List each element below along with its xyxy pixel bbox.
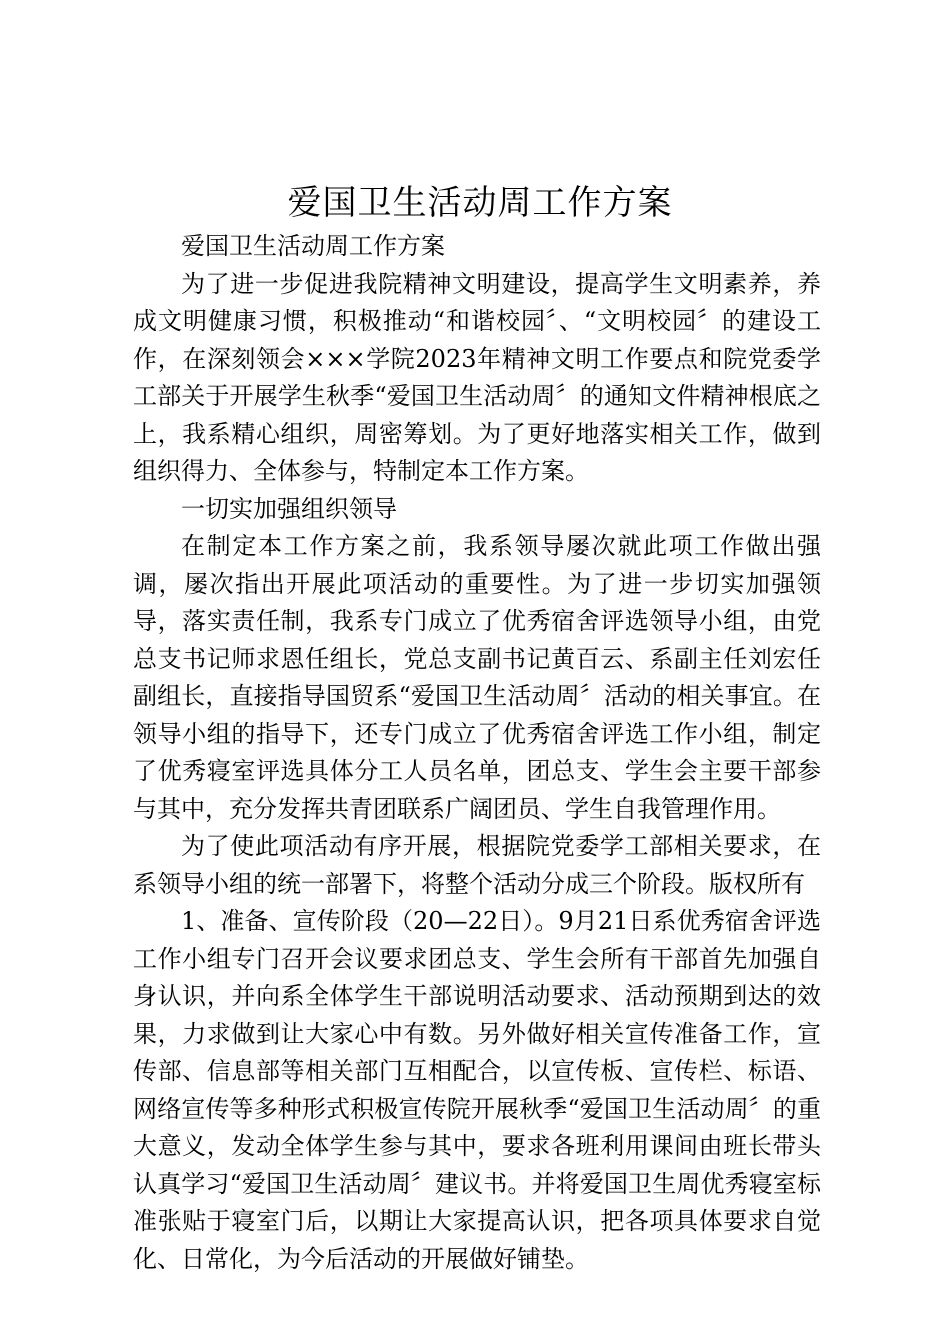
paragraph-intro: 为了进一步促进我院精神文明建设，提高学生文明素养，养成文明健康习惯，积极推动“和谐校园〞、“文明校园〞的建设工作，在深刻领会×××学院2023年精神文明工作要点和院党委学工部关于开展学生秋季“爱国卫生活动周〞的通知文件精神根底之上，我系精心组织，周密筹划。为了更好地落实相关工作，做到组织得力、全体参与，特制定本工作方案。 (133, 269, 821, 485)
paragraph-subtitle: 爱国卫生活动周工作方案 (181, 232, 445, 260)
document-title: 爱国卫生活动周工作方案 (287, 183, 673, 223)
section-heading: 一切实加强组织领导 (181, 494, 397, 523)
paragraph-stage-1: 1、准备、宣传阶段（20—22日）。9月21日系优秀宿舍评选工作小组专门召开会议要求团总支、学生会所有干部首先加强自身认识，并向系全体学生干部说明活动要求、活动预期到达的效果，力求做到让大家心中有数。另外做好相关宣传准备工作，宣传部、信息部等相关部门互相配合，以宣传板、宣传栏、标语、网络宣传等多种形式积极宣传院开展秋季“爱国卫生活动周〞的重大意义，发动全体学生参与其中，要求各班利用课间由班长带头认真学习“爱国卫生活动周〞建议书。并将爱国卫生周优秀寝室标准张贴于寝室门后，以期让大家提高认识，把各项具体要求自觉化、日常化，为今后活动的开展做好铺垫。 (133, 907, 821, 1273)
paragraph-stages: 为了使此项活动有序开展，根据院党委学工部相关要求，在系领导小组的统一部署下，将整个活动分成三个阶段。版权所有 (133, 832, 821, 898)
paragraph-leadership: 在制定本工作方案之前，我系领导屡次就此项工作做出强调，屡次指出开展此项活动的重要性。为了进一步切实加强领导，落实责任制，我系专门成立了优秀宿舍评选领导小组，由党总支书记师求恩任组长，党总支副书记黄百云、系副主任刘宏任副组长，直接指导国贸系“爱国卫生活动周〞活动的相关事宜。在领导小组的指导下，还专门成立了优秀宿舍评选工作小组，制定了优秀寝室评选具体分工人员名单，团总支、学生会主要干部参与其中，充分发挥共青团联系广阔团员、学生自我管理作用。 (133, 532, 821, 823)
document-body (133, 228, 821, 1278)
